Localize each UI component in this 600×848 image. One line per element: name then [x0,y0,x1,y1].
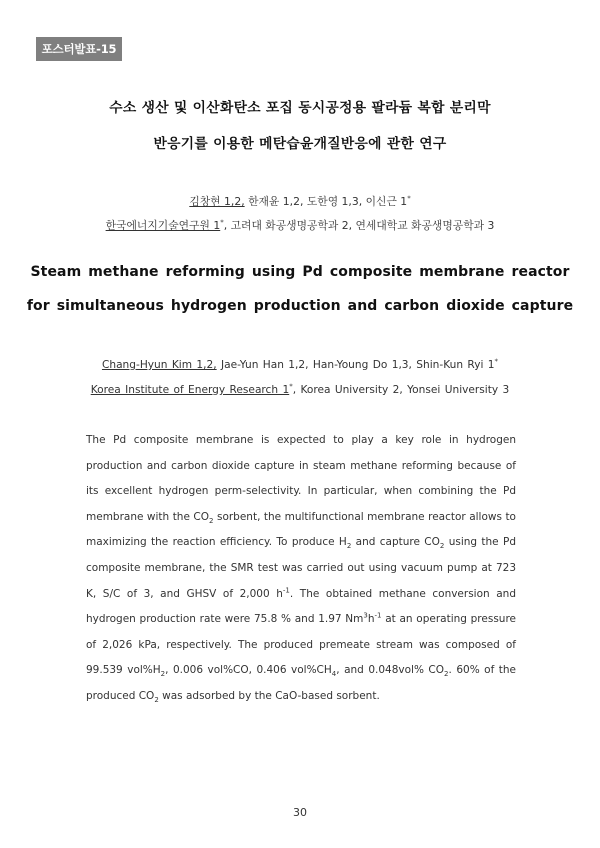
korean-other-authors: 한재윤 1,2, 도한영 1,3, 이신근 1 [244,195,408,208]
english-affiliations [0,384,600,396]
abstract-paragraph: The Pd composite membrane is expected to play a key role in hydrogen production and carbon dioxide capture in steam methane reforming because of its excellent hydrogen perm-selectivity. In particular, when combining the Pd membrane with the $CO_2$ sorbent, the multifunctional membrane reactor allows to maximizing the reaction efficiency. To produce $H_2$ and capture $CO_2$ using the Pd composite membrane, the SMR test was carried out using vacuum pump at 723 K, S/C of 3, and GHSV of 2,000 $h^{-1}$. The obtained methane conversion and hydrogen production rate were 75.8 % and 1.97 $Nm^3h^{-1}$ at an operating pressure of 2,026 kPa, respectively. The produced premeate stream was composed of 99.539 $vol\%H_2$, 0.006 vol%CO, 0.406 $vol\%CH_4$, and 0.048vol% $CO_2$. 60% of the produced $CO_2$ was adsorbed by the CaO-based sorbent. [86,434,517,705]
corresponding-mark: * [494,357,499,366]
english-title-line-1: Steam methane reforming using Pd composite membrane reactor [30,264,570,280]
section-badge: 포스터발표-15 [36,37,122,61]
english-other-authors: Jae-Yun Han 1,2, Han-Young Do 1,3, Shin-Kun Ryi 1 [216,359,495,371]
english-other-affiliations: , Korea University 2, Yonsei University 3 [292,384,510,396]
korean-affiliations [0,218,600,233]
korean-other-affiliations: , 고려대 화공생명공학과 2, 연세대학교 화공생명공학과 3 [223,219,495,232]
korean-authors [0,194,600,209]
abstract [86,428,516,710]
english-first-author: Chang-Hyun Kim 1,2, [101,359,217,371]
corresponding-mark: * [220,218,224,227]
corresponding-mark: * [407,194,411,203]
korean-first-author: 김창현 1,2, [189,195,245,208]
korean-first-affiliation: 한국에너지기술연구원 1 [105,219,221,232]
corresponding-mark: * [289,382,293,391]
english-title-line-2: for simultaneous hydrogen production and carbon dioxide capture [26,298,574,314]
english-first-affiliation: Korea Institute of Energy Research 1 [90,384,290,396]
page-number: 30 [293,806,307,819]
english-authors [0,359,600,371]
korean-title-line-1: 수소 생산 및 이산화탄소 포집 동시공정용 팔라듐 복합 분리막 [109,100,491,116]
korean-title-line-2: 반응기를 이용한 메탄습윤개질반응에 관한 연구 [153,136,447,152]
